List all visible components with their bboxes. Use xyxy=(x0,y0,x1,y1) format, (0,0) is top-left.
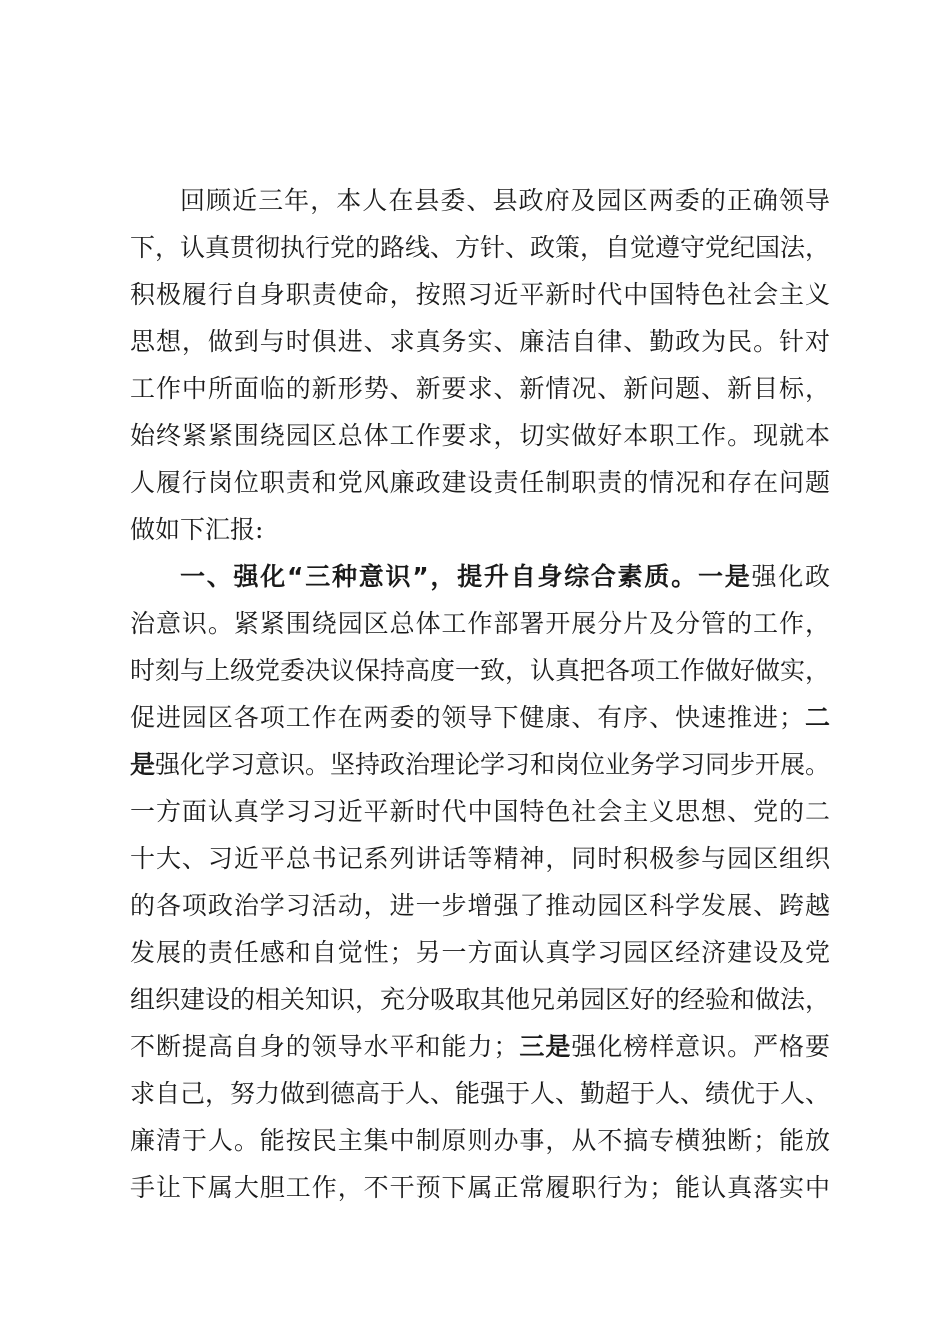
paragraph-1-line-4: 思想，做到与时俱进、求真务实、廉洁自律、勤政为民。针对 xyxy=(130,327,830,356)
item-2-text: 强化学习意识。坚持政治理论学习和岗位业务学习同步开展。 xyxy=(155,750,831,779)
paragraph-2-line-4 xyxy=(130,698,830,738)
item-label-2b: 是 xyxy=(130,750,156,779)
item-label-3: 三是 xyxy=(518,1032,572,1061)
paragraph-2-line-5 xyxy=(130,745,830,785)
paragraph-2-line-12: 求自己，努力做到德高于人、能强于人、勤超于人、绩优于人、 xyxy=(130,1079,831,1108)
item-3-text: 强化榜样意识。严格要 xyxy=(571,1032,830,1061)
paragraph-1-line-1: 回顾近三年，本人在县委、县政府及园区两委的正确领导 xyxy=(180,186,830,215)
paragraph-2-line-9: 发展的责任感和自觉性；另一方面认真学习园区经济建设及党 xyxy=(130,938,830,967)
paragraph-2-line-13: 廉清于人。能按民主集中制原则办事，从不搞专横独断；能放 xyxy=(130,1126,830,1155)
paragraph-2-line-10: 组织建设的相关知识，充分吸取其他兄弟园区好的经验和做法， xyxy=(130,985,831,1014)
paragraph-1-line-8: 做如下汇报: xyxy=(130,515,264,544)
paragraph-1-line-3: 积极履行自身职责使命，按照习近平新时代中国特色社会主义 xyxy=(130,280,830,309)
line-11-text: 不断提高自身的领导水平和能力； xyxy=(130,1032,519,1061)
item-1-text: 强化政 xyxy=(751,562,830,591)
paragraph-2-line-2: 治意识。紧紧围绕园区总体工作部署开展分片及分管的工作， xyxy=(130,609,830,638)
paragraph-1-line-2: 下，认真贯彻执行党的路线、方针、政策，自觉遵守党纪国法， xyxy=(130,233,831,262)
item-label-1: 一是 xyxy=(697,562,752,591)
paragraph-1-line-6: 始终紧紧围绕园区总体工作要求，切实做好本职工作。现就本 xyxy=(130,421,830,450)
paragraph-2-line-11 xyxy=(130,1027,830,1067)
paragraph-1-line-5: 工作中所面临的新形势、新要求、新情况、新问题、新目标， xyxy=(130,374,830,403)
paragraph-2-line-1 xyxy=(180,557,830,597)
paragraph-2-line-3: 时刻与上级党委决议保持高度一致，认真把各项工作做好做实， xyxy=(130,656,831,685)
paragraph-1-line-7: 人履行岗位职责和党风廉政建设责任制职责的情况和存在问题 xyxy=(130,468,830,497)
section-heading: 一、强化“三种意识”，提升自身综合素质。 xyxy=(180,562,698,591)
paragraph-2-line-7: 十大、习近平总书记系列讲话等精神，同时积极参与园区组织 xyxy=(130,844,830,873)
paragraph-2-line-6: 一方面认真学习习近平新时代中国特色社会主义思想、党的二 xyxy=(130,797,830,826)
paragraph-2-line-14: 手让下属大胆工作，不干预下属正常履职行为；能认真落实中 xyxy=(130,1173,830,1202)
paragraph-2-line-8: 的各项政治学习活动，进一步增强了推动园区科学发展、跨越 xyxy=(130,891,830,920)
line-4-text: 促进园区各项工作在两委的领导下健康、有序、快速推进； xyxy=(130,703,805,732)
item-label-2a: 二 xyxy=(804,703,830,732)
